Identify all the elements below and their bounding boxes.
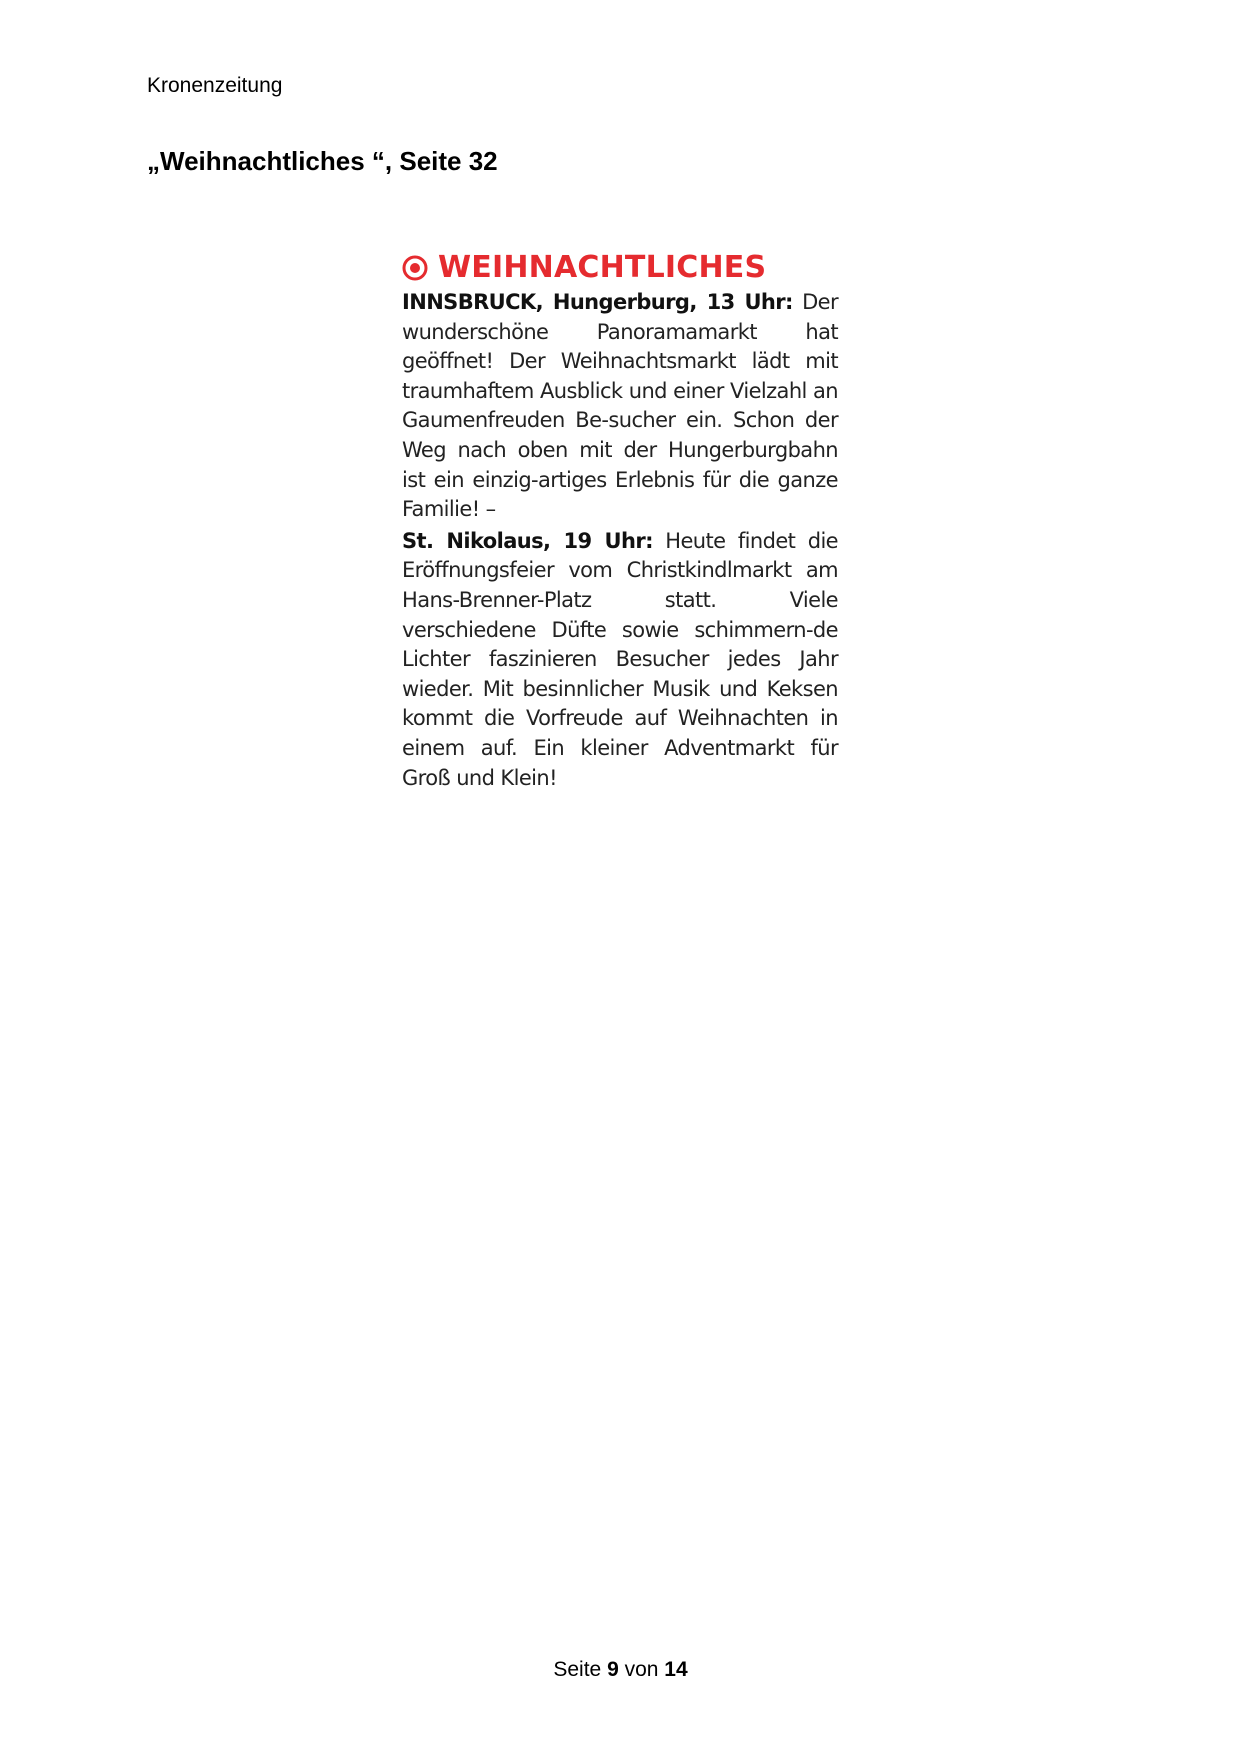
paragraph-lead: St. Nikolaus, 19 Uhr: <box>402 528 653 553</box>
target-icon <box>402 255 428 281</box>
clipping-body <box>402 288 838 793</box>
footer-prefix: Seite <box>553 1658 602 1681</box>
clipping-paragraph <box>402 527 838 793</box>
clipping-title <box>402 250 838 286</box>
article-heading: „Weihnachtliches “, Seite 32 <box>147 146 498 176</box>
page-footer <box>0 1658 1241 1682</box>
paragraph-text: Heute findet die Eröffnungsfeier vom Christkindlmarkt am Hans-Brenner-Platz statt. Viele verschiedene Düfte sowie schimmern-de Lichter faszinieren Besucher jedes Jahr wieder. Mit besinnlicher Musik und Keksen kommt die Vorfreude auf Weihnachten in einem auf. Ein kleiner Adventmarkt für Groß und Klein! <box>402 528 839 790</box>
total-page-count: 14 <box>664 1658 688 1681</box>
paragraph-lead: INNSBRUCK, Hungerburg, 13 Uhr: <box>402 290 793 314</box>
source-name: Kronenzeitung <box>147 74 283 97</box>
footer-middle: von <box>624 1658 659 1681</box>
clipping-title-text: WEIHNACHTLICHES <box>438 250 767 285</box>
clipping-paragraph <box>402 288 838 525</box>
current-page-number: 9 <box>607 1658 619 1681</box>
paragraph-text: Der wunderschöne Panoramamarkt hat geöffnet! Der Weihnachtsmarkt lädt mit traumhaftem Ausblick und einer Vielzahl an Gaumenfreuden Be-sucher ein. Schon der Weg nach oben mit der Hungerburgbahn ist ein einzig-artiges Erlebnis für die ganze Familie! – <box>402 290 838 522</box>
newspaper-clipping <box>402 250 838 793</box>
